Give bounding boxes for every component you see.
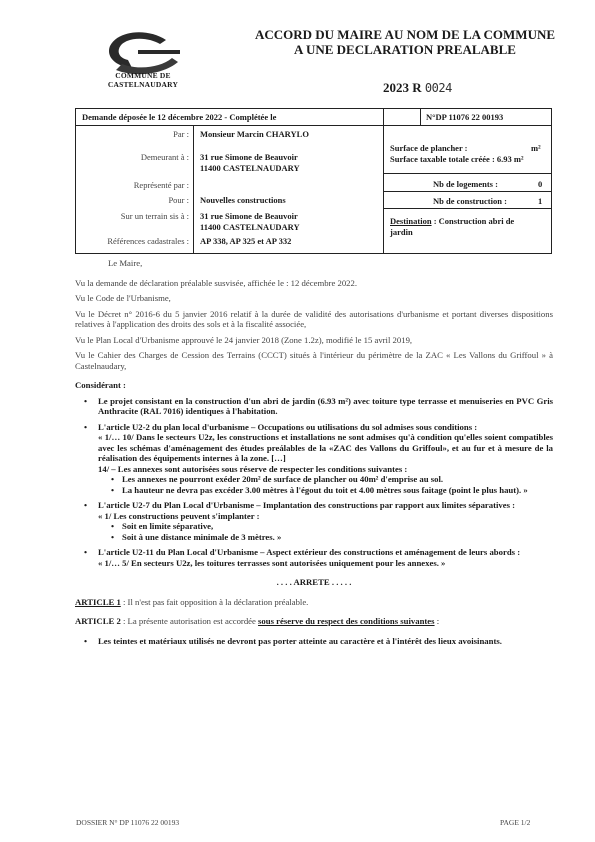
condition-item: • Les teintes et matériaux utilisés ne devront pas porter atteinte au caractère et à l'intérêt des lieux avoisinants. xyxy=(84,635,502,646)
annexe-condition-1: Les annexes ne pourront exéder 20m² de surface de plancher ou 40m² d'emprise au sol. xyxy=(122,474,444,484)
value-terrain-city: 11400 CASTELNAUDARY xyxy=(200,222,300,232)
annexe-condition-2: La hauteur ne devra pas excéder 3.00 mètres à l'égout du toit et 4.00 mètres sous faitage (point le plus haut). » xyxy=(122,484,528,495)
considerant-article-u2-11: L'article U2-11 du Plan Local d'Urbanisme – Aspect extérieur des constructions et aménagement de leurs abords : xyxy=(98,547,521,557)
surface-plancher-label: Surface de plancher : xyxy=(390,143,468,153)
value-terrain-street: 31 rue Simone de Beauvoir xyxy=(200,211,298,221)
ref-year: 2023 R xyxy=(383,80,422,95)
table-header-row xyxy=(76,109,551,126)
destination-value-line2: jardin xyxy=(390,227,413,237)
col-divider-1 xyxy=(193,125,194,253)
value-demeurant-city: 11400 CASTELNAUDARY xyxy=(200,163,300,173)
row-divider-1 xyxy=(383,173,551,174)
considerant-projet: Le projet consistant en la construction d'un abri de jardin (6.93 m²) avec toiture type terrasse et menuiseries en PVC Gris Anthracite (RAL 7016) identiques à l'habitation. xyxy=(98,395,553,416)
value-references: AP 338, AP 325 et AP 332 xyxy=(200,236,292,246)
nb-logements-value: 0 xyxy=(538,179,543,189)
article-u2-2-quote: « 1/… 10/ Dans le secteurs U2z, les constructions et installations ne sont admises qu'à condition qu'elles soient compatibles avec les schémas d'aménagement des études preálables de la «ZAC des Vallons du Griffoul», et au fur et à mesure de la réalisation des équipements internes à la zone. […] xyxy=(98,432,553,463)
demande-date: Demande déposée le 12 décembre 2022 - Complétée le xyxy=(82,112,277,122)
destination xyxy=(390,216,514,226)
list-item: • Soit à une distance minimale de 3 mètres. » xyxy=(111,531,282,542)
dossier-number: N°DP 11076 22 00193 xyxy=(426,112,504,122)
ref-handwritten: 0024 xyxy=(424,81,452,95)
vu-decret: Vu le Décret n° 2016-6 du 5 janvier 2016 relatif à la durée de validité des autorisations d'urbanisme et portant diverses dispositions relatives à l'application des droits des sols et à la fiscalité associée, xyxy=(75,308,553,329)
label-references: Références cadastrales : xyxy=(107,236,189,246)
implantation-option-2: Soit à une distance minimale de 3 mètres. » xyxy=(122,531,282,542)
article-u2-7-quote: « 1/ Les constructions peuvent s'implanter : xyxy=(98,510,260,521)
label-terrain: Sur un terrain sis à : xyxy=(120,211,189,221)
article-2-text: : La présente autorisation est accordée xyxy=(120,616,259,626)
destination-label: Destination xyxy=(390,216,432,226)
label-par: Par : xyxy=(173,129,189,139)
surface-taxable: Surface taxable totale créée : 6.93 m² xyxy=(390,154,524,164)
article-2-label: ARTICLE 2 xyxy=(75,616,121,626)
commune-line2: CASTELNAUDARY xyxy=(107,80,179,89)
vu-demande: Vu la demande de déclaration préalable susvisée, affichée le : 12 décembre 2022. xyxy=(75,277,358,288)
col-divider-3 xyxy=(420,109,421,125)
label-pour: Pour : xyxy=(168,195,189,205)
nb-constructions-value: 1 xyxy=(538,196,543,206)
title-line1: ACCORD DU MAIRE AU NOM DE LA COMMUNE xyxy=(254,27,556,42)
row-divider-3 xyxy=(383,208,551,209)
dossier-table xyxy=(75,108,552,254)
list-item: • La hauteur ne devra pas excéder 3.00 mètres à l'égout du toit et 4.00 mètres sous faitage (point le plus haut). » xyxy=(111,484,528,495)
document-title xyxy=(240,27,570,57)
value-pour: Nouvelles constructions xyxy=(200,195,286,205)
article-1-label: ARTICLE 1 xyxy=(75,596,121,607)
label-represente: Représenté par : xyxy=(133,180,189,190)
nb-constructions-label: Nb de construction : xyxy=(433,196,507,206)
considerant-item: • L'article U2-2 du plan local d'urbanisme – Occupations ou utilisations du sol admises sous conditions : xyxy=(84,421,478,432)
title-line2: A UNE DECLARATION PREALABLE xyxy=(294,42,516,57)
considerant-item: • L'article U2-7 du Plan Local d'Urbanisme – Implantation des constructions par rapport aux limites séparatives : xyxy=(84,500,516,510)
considerant-item: • Le projet consistant en la construction d'un abri de jardin (6.93 m²) avec toiture type terrasse et menuiseries en PVC Gris Anthracite (RAL 7016) identiques à l'habitation. xyxy=(84,395,553,416)
surface-plancher-unit: m² xyxy=(531,143,541,153)
nb-logements-label: Nb de logements : xyxy=(433,179,498,189)
considerant-article-u2-7: L'article U2-7 du Plan Local d'Urbanisme – Implantation des constructions par rapport aux limites séparatives : xyxy=(98,500,516,510)
considerant-heading: Considérant : xyxy=(75,380,126,390)
document-body xyxy=(75,258,553,646)
commune-line1: COMMUNE DE xyxy=(115,71,171,80)
arrete-heading: . . . . ARRETE . . . . . xyxy=(276,577,352,587)
condition-teintes: Les teintes et matériaux utilisés ne devront pas porter atteinte au caractère et à l'intérêt des lieux avoisinants. xyxy=(98,635,502,646)
article-1 xyxy=(75,597,553,608)
article-u2-11-quote: « 1/… 5/ En secteurs U2z, les toitures terrasses sont autorisées uniquement pour les annexes. » xyxy=(98,557,446,568)
vu-code: Vu le Code de l'Urbanisme, xyxy=(75,293,171,303)
article-2-end: : xyxy=(434,616,440,626)
vu-ccct: Vu le Cahier des Charges de Cession des Terrains (CCCT) situés à l'intérieur du périmètre de la ZAC « Les Vallons du Griffoul » à Castelnaudary, xyxy=(75,350,553,371)
commune-name xyxy=(88,71,198,89)
article-1-text: : Il n'est pas fait opposition à la déclaration préalable. xyxy=(120,596,309,607)
value-demeurant-street: 31 rue Simone de Beauvoir xyxy=(200,152,298,162)
list-item: • Soit en limite séparative, xyxy=(111,521,214,531)
implantation-option-1: Soit en limite séparative, xyxy=(122,521,214,531)
label-demeurant: Demeurant à : xyxy=(140,152,189,162)
col-divider-2 xyxy=(383,109,384,253)
value-par: Monsieur Marcin CHARYLO xyxy=(200,129,309,139)
arrete-reference xyxy=(383,80,452,96)
le-maire: Le Maire, xyxy=(108,258,143,268)
article-u2-2-annexes: 14/ – Les annexes sont autorisées sous réserve de respecter les conditions suivantes : xyxy=(98,463,408,474)
article-2 xyxy=(75,616,553,627)
considerant-item: • L'article U2-11 du Plan Local d'Urbanisme – Aspect extérieur des constructions et aménagement de leurs abords : xyxy=(84,547,521,557)
considerant-article-u2-2: L'article U2-2 du plan local d'urbanisme – Occupations ou utilisations du sol admises sous conditions : xyxy=(98,421,478,432)
destination-value: : Construction abri de xyxy=(431,216,515,226)
footer-dossier: DOSSIER N° DP 11076 22 00193 xyxy=(76,818,180,827)
vu-plu: Vu le Plan Local d'Urbanisme approuvé le 24 janvier 2018 (Zone 1.2z), modifié le 15 avril 2019, xyxy=(75,334,413,345)
row-divider-2 xyxy=(383,191,551,192)
article-2-conditions: sous réserve du respect des conditions suivantes xyxy=(258,616,435,626)
list-item: • Les annexes ne pourront exéder 20m² de surface de plancher ou 40m² d'emprise au sol. xyxy=(111,474,444,484)
footer-page: PAGE 1/2 xyxy=(500,818,531,827)
